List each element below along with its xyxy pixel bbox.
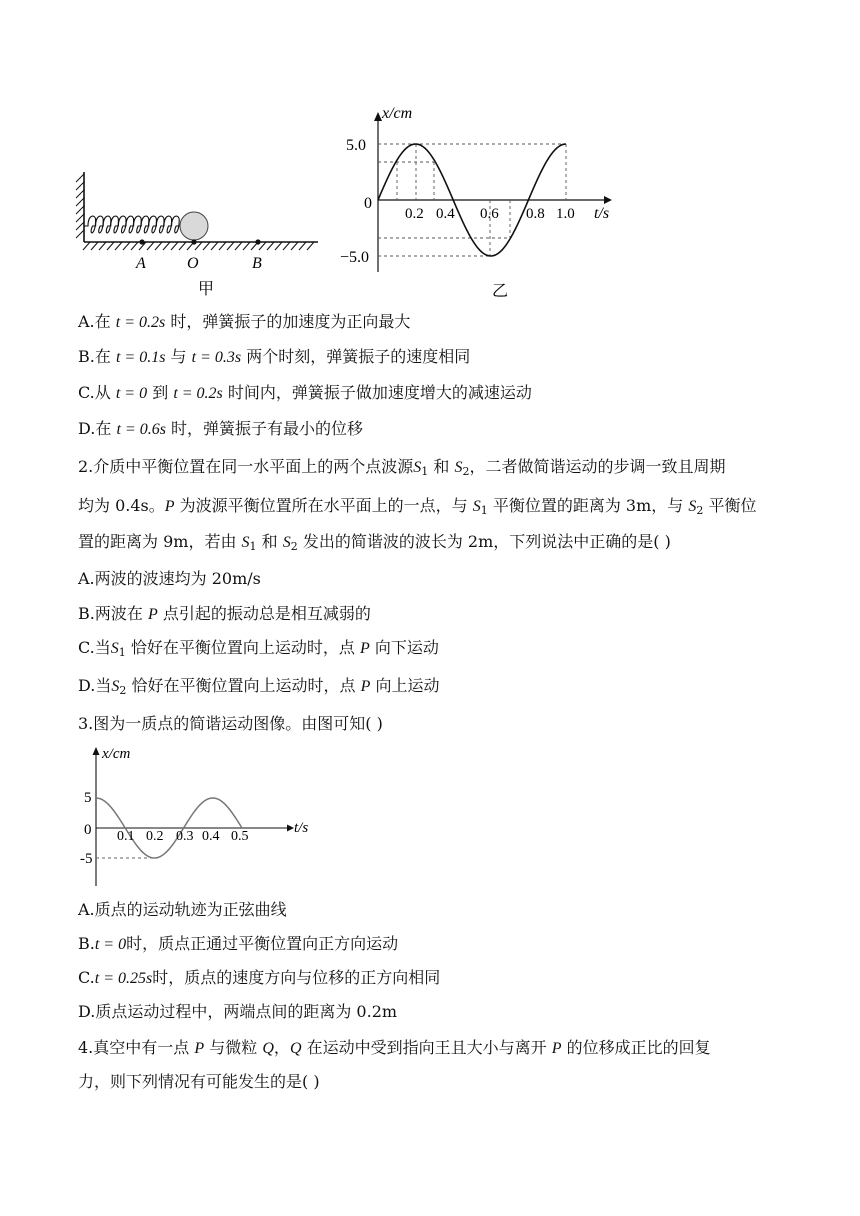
q2-text: 平衡位置的距离为 3m，与 <box>492 496 684 515</box>
q1-a-text: 时，弹簧振子的加速度为正向最大 <box>170 312 411 331</box>
q1-d-text: 时，弹簧振子有最小的位移 <box>171 419 364 438</box>
y-axis-label: x/cm <box>102 746 131 762</box>
symbol-p: P <box>359 640 370 657</box>
symbol-s: S <box>110 640 119 657</box>
y-tick-neg: -5 <box>80 851 93 867</box>
symbol-p: P <box>164 498 175 515</box>
figure-xt-graph <box>340 100 630 300</box>
q2-option-d[interactable] <box>78 675 439 702</box>
y-axis-arrow <box>374 112 382 121</box>
q4-stem-line-2 <box>78 1071 320 1093</box>
label-b: B <box>252 255 262 272</box>
y-axis-label: x/cm <box>382 105 413 122</box>
q3-option-d[interactable] <box>78 1001 397 1023</box>
q2-text: 均为 0.4s。 <box>78 496 165 515</box>
q1-b-prefix: B.在 <box>78 347 111 366</box>
symbol-s: S <box>413 459 422 476</box>
q4-text: 的位移成正比的回复 <box>566 1038 711 1057</box>
label-a: A <box>136 255 146 272</box>
symbol-p: P <box>194 1040 205 1057</box>
q3-b-equation: t = 0 <box>94 936 127 953</box>
x-axis-arrow <box>287 825 294 832</box>
figure-spring-oscillator <box>70 160 330 300</box>
q2-c-text: 向下运动 <box>374 638 439 657</box>
x-tick: 0.8 <box>526 206 545 222</box>
x-tick: 0.3 <box>176 829 194 844</box>
y-axis-arrow <box>93 747 100 755</box>
point-o <box>191 239 196 244</box>
x-tick: 0.5 <box>231 829 249 844</box>
y-tick-pos: 5 <box>84 790 92 806</box>
q3-option-b[interactable] <box>78 933 398 956</box>
origin-label: 0 <box>84 822 92 838</box>
origin-label: 0 <box>364 195 372 212</box>
q1-c-connector: 到 <box>152 383 169 402</box>
subscript: 1 <box>480 504 488 517</box>
ball <box>180 212 208 240</box>
q4-text: 在运动中受到指向王且大小与离开 <box>306 1038 547 1057</box>
q1-c-text: 时间内，弹簧振子做加速度增大的减速运动 <box>227 383 532 402</box>
label-o: O <box>187 255 199 272</box>
x-axis-arrow <box>604 196 612 204</box>
subscript: 2 <box>696 504 704 517</box>
q1-a-prefix: A.在 <box>78 312 111 331</box>
q4-text: 与微粒 <box>209 1038 258 1057</box>
q1-a-equation: t = 0.2s <box>115 314 166 331</box>
q2-c-text: C.当 <box>78 638 111 657</box>
q2-text: ，二者做简谐运动的步调一致且周期 <box>469 457 726 476</box>
subscript: 1 <box>118 646 126 659</box>
q3-c-equation: t = 0.25s <box>94 970 153 987</box>
q2-text: 和 <box>261 532 278 551</box>
figure-q3-graph <box>78 740 328 890</box>
q2-text: 为波源平衡位置所在水平面上的一点，与 <box>179 496 468 515</box>
q2-text: 2.介质中平衡位置在同一水平面上的两个点波源 <box>78 457 414 476</box>
q1-c-equation-2: t = 0.2s <box>173 385 223 402</box>
q4-text: 4.真空中有一点 <box>78 1038 190 1057</box>
q2-option-a[interactable] <box>78 568 261 590</box>
q1-b-equation-1: t = 0.1s <box>115 349 166 366</box>
x-tick: 0.4 <box>202 829 220 844</box>
point-a <box>139 239 144 244</box>
q2-text: 发出的简谐波的波长为 2m，下列说法中正确的是( ) <box>302 532 671 551</box>
q1-c-prefix: C.从 <box>78 383 111 402</box>
y-tick-pos: 5.0 <box>346 137 366 154</box>
x-axis-label: t/s <box>594 205 610 222</box>
q2-d-text: D.当 <box>78 676 112 695</box>
q1-option-a[interactable] <box>78 311 410 334</box>
symbol-p: P <box>551 1040 562 1057</box>
caption-yi: 乙 <box>492 283 509 300</box>
q3-d-text: D.质点运动过程中，两端点间的距离为 0.2m <box>78 1002 398 1021</box>
q1-d-prefix: D.在 <box>78 419 112 438</box>
q3-b-text: 时，质点正通过平衡位置向正方向运动 <box>126 934 399 953</box>
x-axis-label: t/s <box>294 820 309 836</box>
symbol-p: P <box>147 606 158 623</box>
floor-hatch <box>83 242 314 250</box>
q3-c-label: C. <box>78 968 95 987</box>
q2-option-b[interactable] <box>78 603 371 626</box>
q2-text: 和 <box>433 457 450 476</box>
symbol-p: P <box>360 678 371 695</box>
q1-c-equation-1: t = 0 <box>115 385 148 402</box>
q2-b-text: B.两波在 <box>78 604 143 623</box>
x-tick: 0.1 <box>117 829 135 844</box>
q2-text: 置的距离为 9m，若由 <box>78 532 237 551</box>
caption-jia: 甲 <box>198 281 215 298</box>
q4-text: 力，则下列情况有可能发生的是( ) <box>78 1072 320 1091</box>
q2-b-text: 点引起的振动总是相互减弱的 <box>162 604 371 623</box>
symbol-s: S <box>111 678 120 695</box>
x-tick: 0.6 <box>480 206 499 222</box>
subscript: 2 <box>290 540 298 553</box>
q1-b-equation-2: t = 0.3s <box>191 349 242 366</box>
q4-text: ， <box>273 1038 290 1057</box>
q4-stem-line-1 <box>78 1037 711 1060</box>
x-tick: 0.2 <box>405 206 424 222</box>
symbol-s: S <box>472 498 481 515</box>
symbol-q: Q <box>289 1040 302 1057</box>
q2-stem-line-2 <box>78 495 756 522</box>
wall-hatch <box>76 174 84 238</box>
q2-text: 平衡位 <box>708 496 757 515</box>
symbol-q: Q <box>262 1040 274 1057</box>
q1-d-equation: t = 0.6s <box>116 421 166 438</box>
q2-a-text: A.两波的波速均为 20m/s <box>78 569 261 588</box>
x-tick: 1.0 <box>556 206 575 222</box>
y-tick-neg: −5.0 <box>340 249 370 266</box>
q2-c-text: 恰好在平衡位置向上运动时，点 <box>130 638 355 657</box>
q2-d-text: 向上运动 <box>375 676 440 695</box>
q2-d-text: 恰好在平衡位置向上运动时，点 <box>131 676 356 695</box>
q3-option-a[interactable] <box>78 899 287 921</box>
q2-stem-line-3 <box>78 531 671 558</box>
q3-c-text: 时，质点的速度方向与位移的正方向相同 <box>152 968 441 987</box>
symbol-s: S <box>688 498 697 515</box>
q2-stem-line-1 <box>78 456 726 483</box>
subscript: 1 <box>249 540 257 553</box>
subscript: 1 <box>421 465 429 478</box>
symbol-s: S <box>241 534 250 551</box>
subscript: 2 <box>119 684 127 697</box>
subscript: 2 <box>462 465 470 478</box>
q3-b-label: B. <box>78 934 95 953</box>
q1-option-c[interactable] <box>78 382 532 405</box>
q2-option-c[interactable] <box>78 637 439 664</box>
x-tick: 0.4 <box>436 206 455 222</box>
spring <box>84 216 180 233</box>
q1-b-connector: 与 <box>170 347 187 366</box>
symbol-s: S <box>282 534 291 551</box>
q3-stem-text: 3.图为一质点的简谐运动图像。由图可知( ) <box>78 714 383 733</box>
q3-stem <box>78 713 383 735</box>
q1-option-b[interactable] <box>78 346 470 369</box>
x-tick: 0.2 <box>146 829 164 844</box>
q1-option-d[interactable] <box>78 418 363 441</box>
symbol-s: S <box>454 459 463 476</box>
q3-option-c[interactable] <box>78 967 440 990</box>
q3-a-text: A.质点的运动轨迹为正弦曲线 <box>78 900 287 919</box>
point-b <box>255 239 260 244</box>
q1-b-text: 两个时刻，弹簧振子的速度相同 <box>246 347 471 366</box>
